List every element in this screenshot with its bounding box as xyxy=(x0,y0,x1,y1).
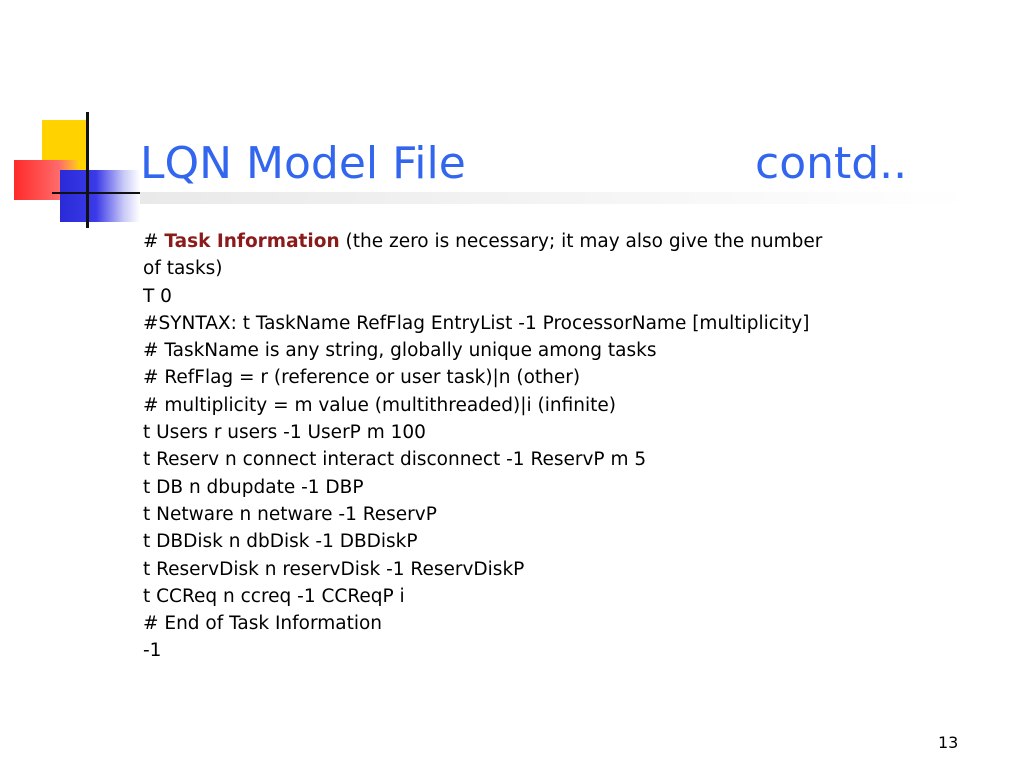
slide-title xyxy=(140,134,940,194)
slide-body xyxy=(143,228,923,665)
intro-prefix: # xyxy=(143,231,165,252)
body-line-intro xyxy=(143,228,843,283)
body-line: t CCReq n ccreq -1 CCReqP i xyxy=(143,585,405,607)
body-line: -1 xyxy=(143,640,162,662)
body-line: t Netware n netware -1 ReservP xyxy=(143,503,437,525)
body-line: # TaskName is any string, globally unique among tasks xyxy=(143,340,657,362)
logo-vertical-line xyxy=(86,112,89,228)
logo-horizontal-line xyxy=(52,192,140,194)
slide-title-text: LQN Model File xyxy=(140,138,466,189)
page-number: 13 xyxy=(938,733,959,752)
body-line: t DBDisk n dbDisk -1 DBDiskP xyxy=(143,531,418,553)
logo-blue-square xyxy=(60,170,140,222)
decorative-logo xyxy=(0,0,140,240)
body-line: # End of Task Information xyxy=(143,613,383,635)
intro-bold-term: Task Information xyxy=(164,231,340,252)
body-line: t Reserv n connect interact disconnect -1 ReservP m 5 xyxy=(143,449,647,471)
body-line: t DB n dbupdate -1 DBP xyxy=(143,476,364,498)
body-line: # multiplicity = m value (multithreaded)|i (infinite) xyxy=(143,394,616,416)
body-line: #SYNTAX: t TaskName RefFlag EntryList -1 ProcessorName [multiplicity] xyxy=(143,312,810,334)
body-line: t ReservDisk n reservDisk -1 ReservDiskP xyxy=(143,558,525,580)
body-line: t Users r users -1 UserP m 100 xyxy=(143,422,426,444)
intro-rest: (the zero is necessary; it may also give the number of tasks) xyxy=(143,231,823,280)
body-line: # RefFlag = r (reference or user task)|n (other) xyxy=(143,367,581,389)
slide-title-suffix: contd.. xyxy=(755,138,908,189)
body-line: T 0 xyxy=(143,285,172,307)
